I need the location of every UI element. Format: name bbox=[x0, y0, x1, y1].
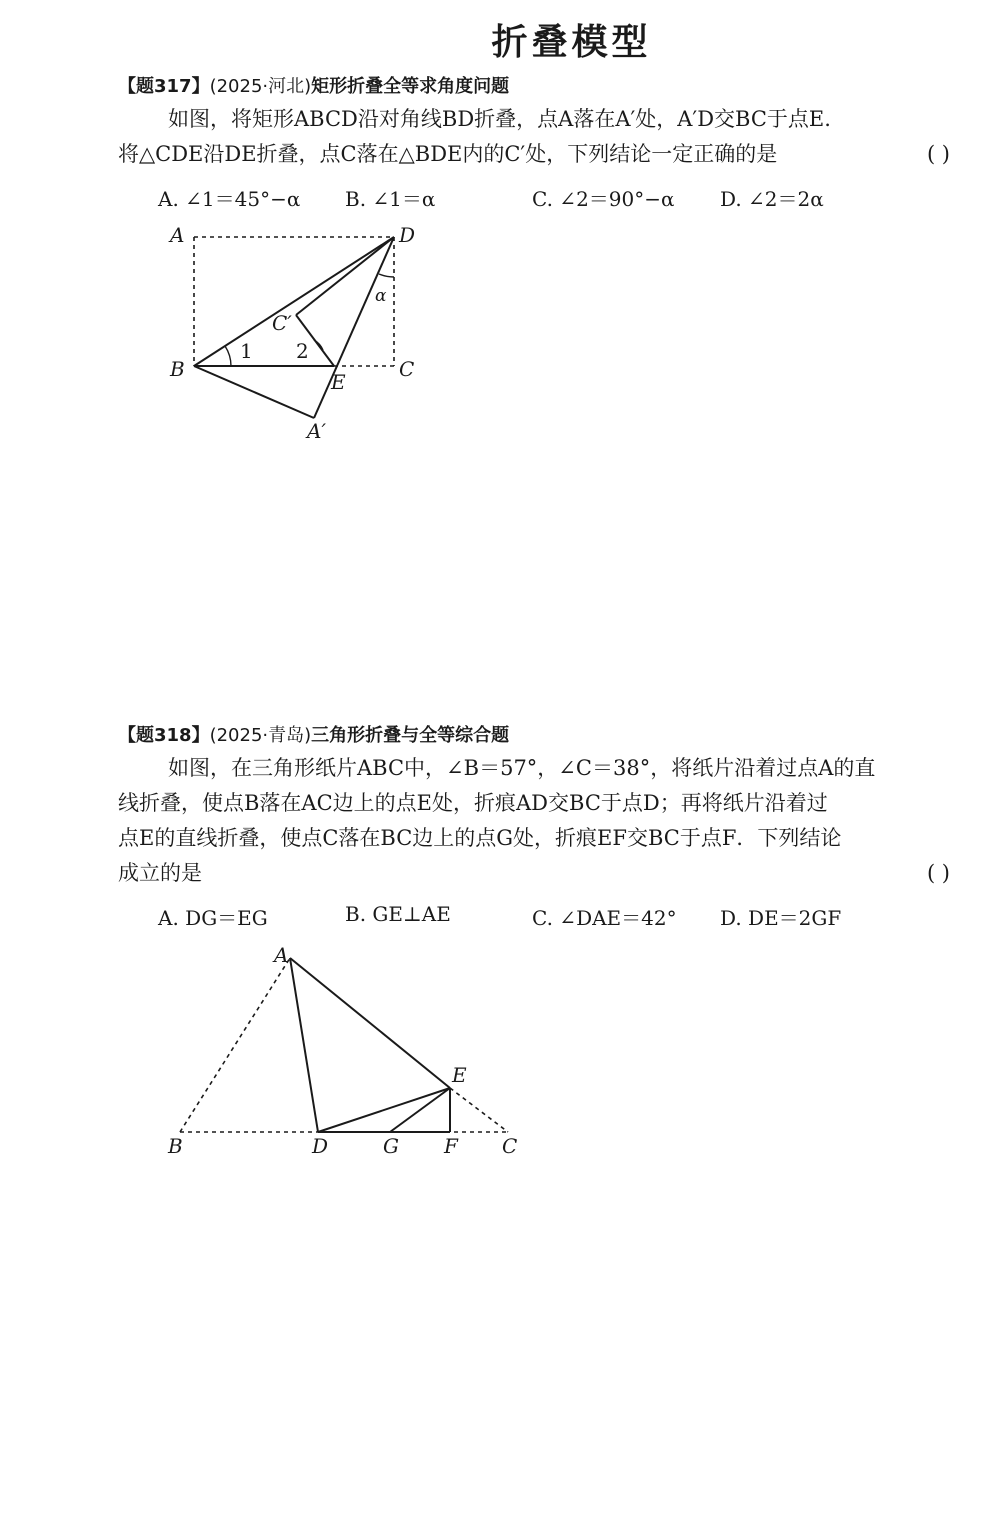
q317-diagonal-BD bbox=[194, 237, 394, 366]
q317-line1: 如图，将矩形ABCD沿对角线BD折叠，点A落在A′处，A′D交BC于点E. bbox=[168, 107, 831, 131]
q317-line2: 将△CDE沿DE折叠，点C落在△BDE内的C′处，下列结论一定正确的是 bbox=[118, 142, 778, 166]
q318-label-C: C bbox=[502, 1134, 518, 1158]
q317-segment-DA-prime bbox=[314, 237, 394, 418]
q318-crease-AD bbox=[290, 958, 318, 1132]
q318-segment-GE bbox=[390, 1088, 450, 1132]
q318-label-F: F bbox=[444, 1134, 458, 1158]
q318-segment-DE bbox=[318, 1088, 450, 1132]
q317-label-angle2: 2 bbox=[296, 339, 309, 363]
q318-line1: 如图，在三角形纸片ABC中，∠B＝57°，∠C＝38°，将纸片沿着过点A的直 bbox=[168, 756, 876, 780]
q317-label-C-prime: C′ bbox=[272, 311, 292, 335]
q317-label-angle1: 1 bbox=[240, 339, 253, 363]
q317-source: (2025·河北) bbox=[209, 76, 312, 97]
q318-line4: 成立的是 bbox=[118, 861, 202, 885]
q317-label: 【题317】 bbox=[118, 76, 210, 97]
q317-label-D: D bbox=[399, 223, 416, 247]
q318-label-A: A bbox=[274, 943, 289, 967]
q318-edge-AB bbox=[180, 958, 290, 1132]
q318-option-a: A. DG＝EG bbox=[158, 906, 268, 930]
q317-label-alpha: α bbox=[375, 286, 387, 306]
q317-angle1-arc bbox=[225, 346, 231, 366]
q318-label-B: B bbox=[168, 1134, 183, 1158]
q318-line3: 点E的直线折叠，使点C落在BC边上的点G处，折痕EF交BC于点F．下列结论 bbox=[118, 826, 842, 850]
q317-alpha-arc bbox=[379, 274, 394, 277]
q317-option-c: C. ∠2＝90°−α bbox=[532, 187, 675, 211]
q317-segment-BA-prime bbox=[194, 366, 314, 418]
q318-option-b: B. GE⊥AE bbox=[345, 902, 451, 926]
q317-label-A-prime: A′ bbox=[307, 419, 326, 443]
q317-option-a: A. ∠1＝45°−α bbox=[158, 187, 301, 211]
q318-option-d: D. DE＝2GF bbox=[720, 906, 842, 930]
q318-edge-AE bbox=[290, 958, 450, 1088]
q318-heading bbox=[118, 721, 509, 747]
q318-label-E: E bbox=[452, 1063, 467, 1087]
q318-label-G: G bbox=[383, 1134, 399, 1158]
q317-option-b: B. ∠1＝α bbox=[345, 187, 436, 211]
q317-label-A: A bbox=[170, 223, 185, 247]
q318-label: 【题318】 bbox=[118, 725, 210, 746]
q318-line2: 线折叠，使点B落在AC边上的点E处，折痕AD交BC于点D；再将纸片沿着过 bbox=[118, 791, 828, 815]
q317-label-C: C bbox=[399, 357, 415, 381]
q318-answer-bracket: ( ) bbox=[926, 861, 950, 885]
q318-topic: 三角形折叠与全等综合题 bbox=[311, 725, 510, 746]
q318-edge-EC bbox=[450, 1088, 508, 1132]
q318-label-D: D bbox=[312, 1134, 329, 1158]
page-title: 折叠模型 bbox=[491, 22, 652, 63]
q317-answer-bracket: ( ) bbox=[926, 142, 950, 166]
q318-option-c: C. ∠DAE＝42° bbox=[532, 906, 677, 930]
q317-topic: 矩形折叠全等求角度问题 bbox=[311, 76, 510, 97]
q317-option-d: D. ∠2＝2α bbox=[720, 187, 824, 211]
q317-label-B: B bbox=[170, 357, 185, 381]
q318-source: (2025·青岛) bbox=[209, 725, 312, 746]
q317-label-E: E bbox=[331, 370, 346, 394]
q318-stem bbox=[118, 751, 950, 891]
